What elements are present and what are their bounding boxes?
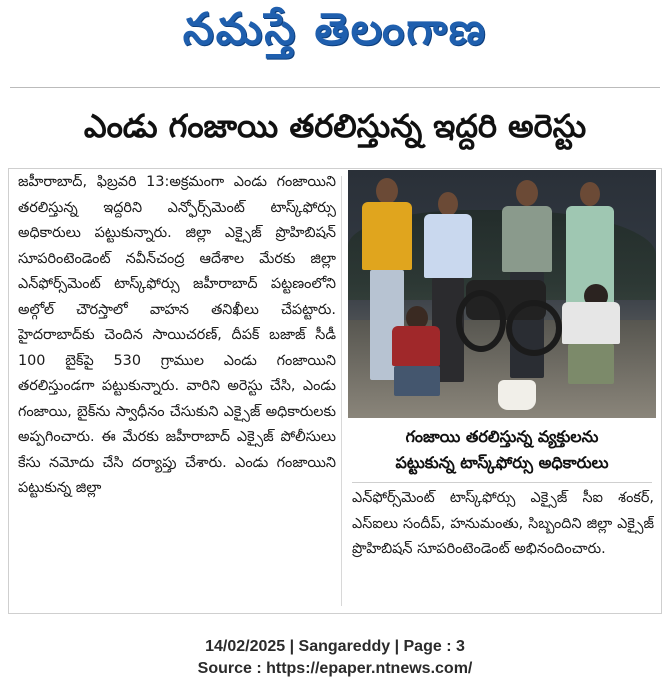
photo-bike-front-wheel <box>506 300 562 356</box>
masthead <box>0 0 670 70</box>
caption-divider <box>352 482 652 483</box>
photo-seized-bag <box>498 380 536 410</box>
article-body: జహీరాబాద్, ఫిబ్రవరి 13:అక్రమంగా ఎండు గంజాయిని తరలిస్తున్న ఇద్దరిని ఎన్ఫోర్స్‌మెంట్ టాస్క్‌ఫోర్సు అధికారులు పట్టుకున్నారు. జిల్లా ఎక్సైజ్ ప్రొహిబిషన్ సూపరింటెండెంట్ నవీన్‌చంద్ర ఆదేశాల మేరకు జిల్లా ఎన్‌ఫోర్స్‌మెంట్ టాస్క్‌ఫోర్సు జహీరాబాద్ పట్టణంలోని అల్గోల్ చౌరస్తాలో వాహన తనిఖీలు చేపట్టారు. హైదరాబాద్‌కు చెందిన సాయిచరణ్, దీపక్ బజాజ్ సీడీ 100 బైక్‌పై 530 గ్రాముల ఎండు గంజాయిని తరలిస్తుండగా పట్టుకున్నారు. వారిని అరెస్టు చేసి, ఎండు గంజాయి, బైక్‌ను స్వాధీనం చేసుకుని ఎక్సైజ్ అధికారులకు అప్పగించారు. ఈ మేరకు జహీరాబాద్ ఎక్సైజ్ పోలీసులు కేసు నమోదు చేసి దర్యాప్తు చేశారు. ఎండు గంజాయిని పట్టుకున్న జిల్లా <box>18 174 336 496</box>
masthead-divider <box>10 87 660 88</box>
photo-bike-rear-wheel <box>456 290 506 352</box>
news-photo <box>348 170 656 418</box>
photo-caption <box>348 420 656 480</box>
page-footer <box>0 632 670 684</box>
column-divider <box>341 176 342 606</box>
source-info: Source : https://epaper.ntnews.com/ <box>197 660 473 677</box>
caption-line-1: గంజాయి తరలిస్తున్న వ్యక్తులను <box>405 427 599 446</box>
edition-info: 14/02/2025 | Sangareddy | Page : 3 <box>205 638 465 655</box>
article-headline: ఎండు గంజాయి తరలిస్తున్న ఇద్దరి అరెస్టు <box>83 107 587 145</box>
article-body-continued: ఎన్‌ఫోర్స్‌మెంట్ టాస్క్‌ఫోర్సు ఎక్సైజ్ సీఐ శంకర్, ఎస్ఐలు సందీప్, హనుమంతు, సిబ్బందిని జిల్లా ఎక్సైజ్ ప్రొహిబిషన్ సూపరింటెండెంట్ అభినందించారు. <box>352 490 654 557</box>
photo-person-kneeling-left <box>388 300 448 400</box>
caption-line-2: పట్టుకున్న టాస్క్‌ఫోర్సు అధికారులు <box>395 453 609 472</box>
photo-person-kneeling-right <box>558 280 626 390</box>
newspaper-title: నమస్తే తెలంగాణ <box>182 4 488 55</box>
